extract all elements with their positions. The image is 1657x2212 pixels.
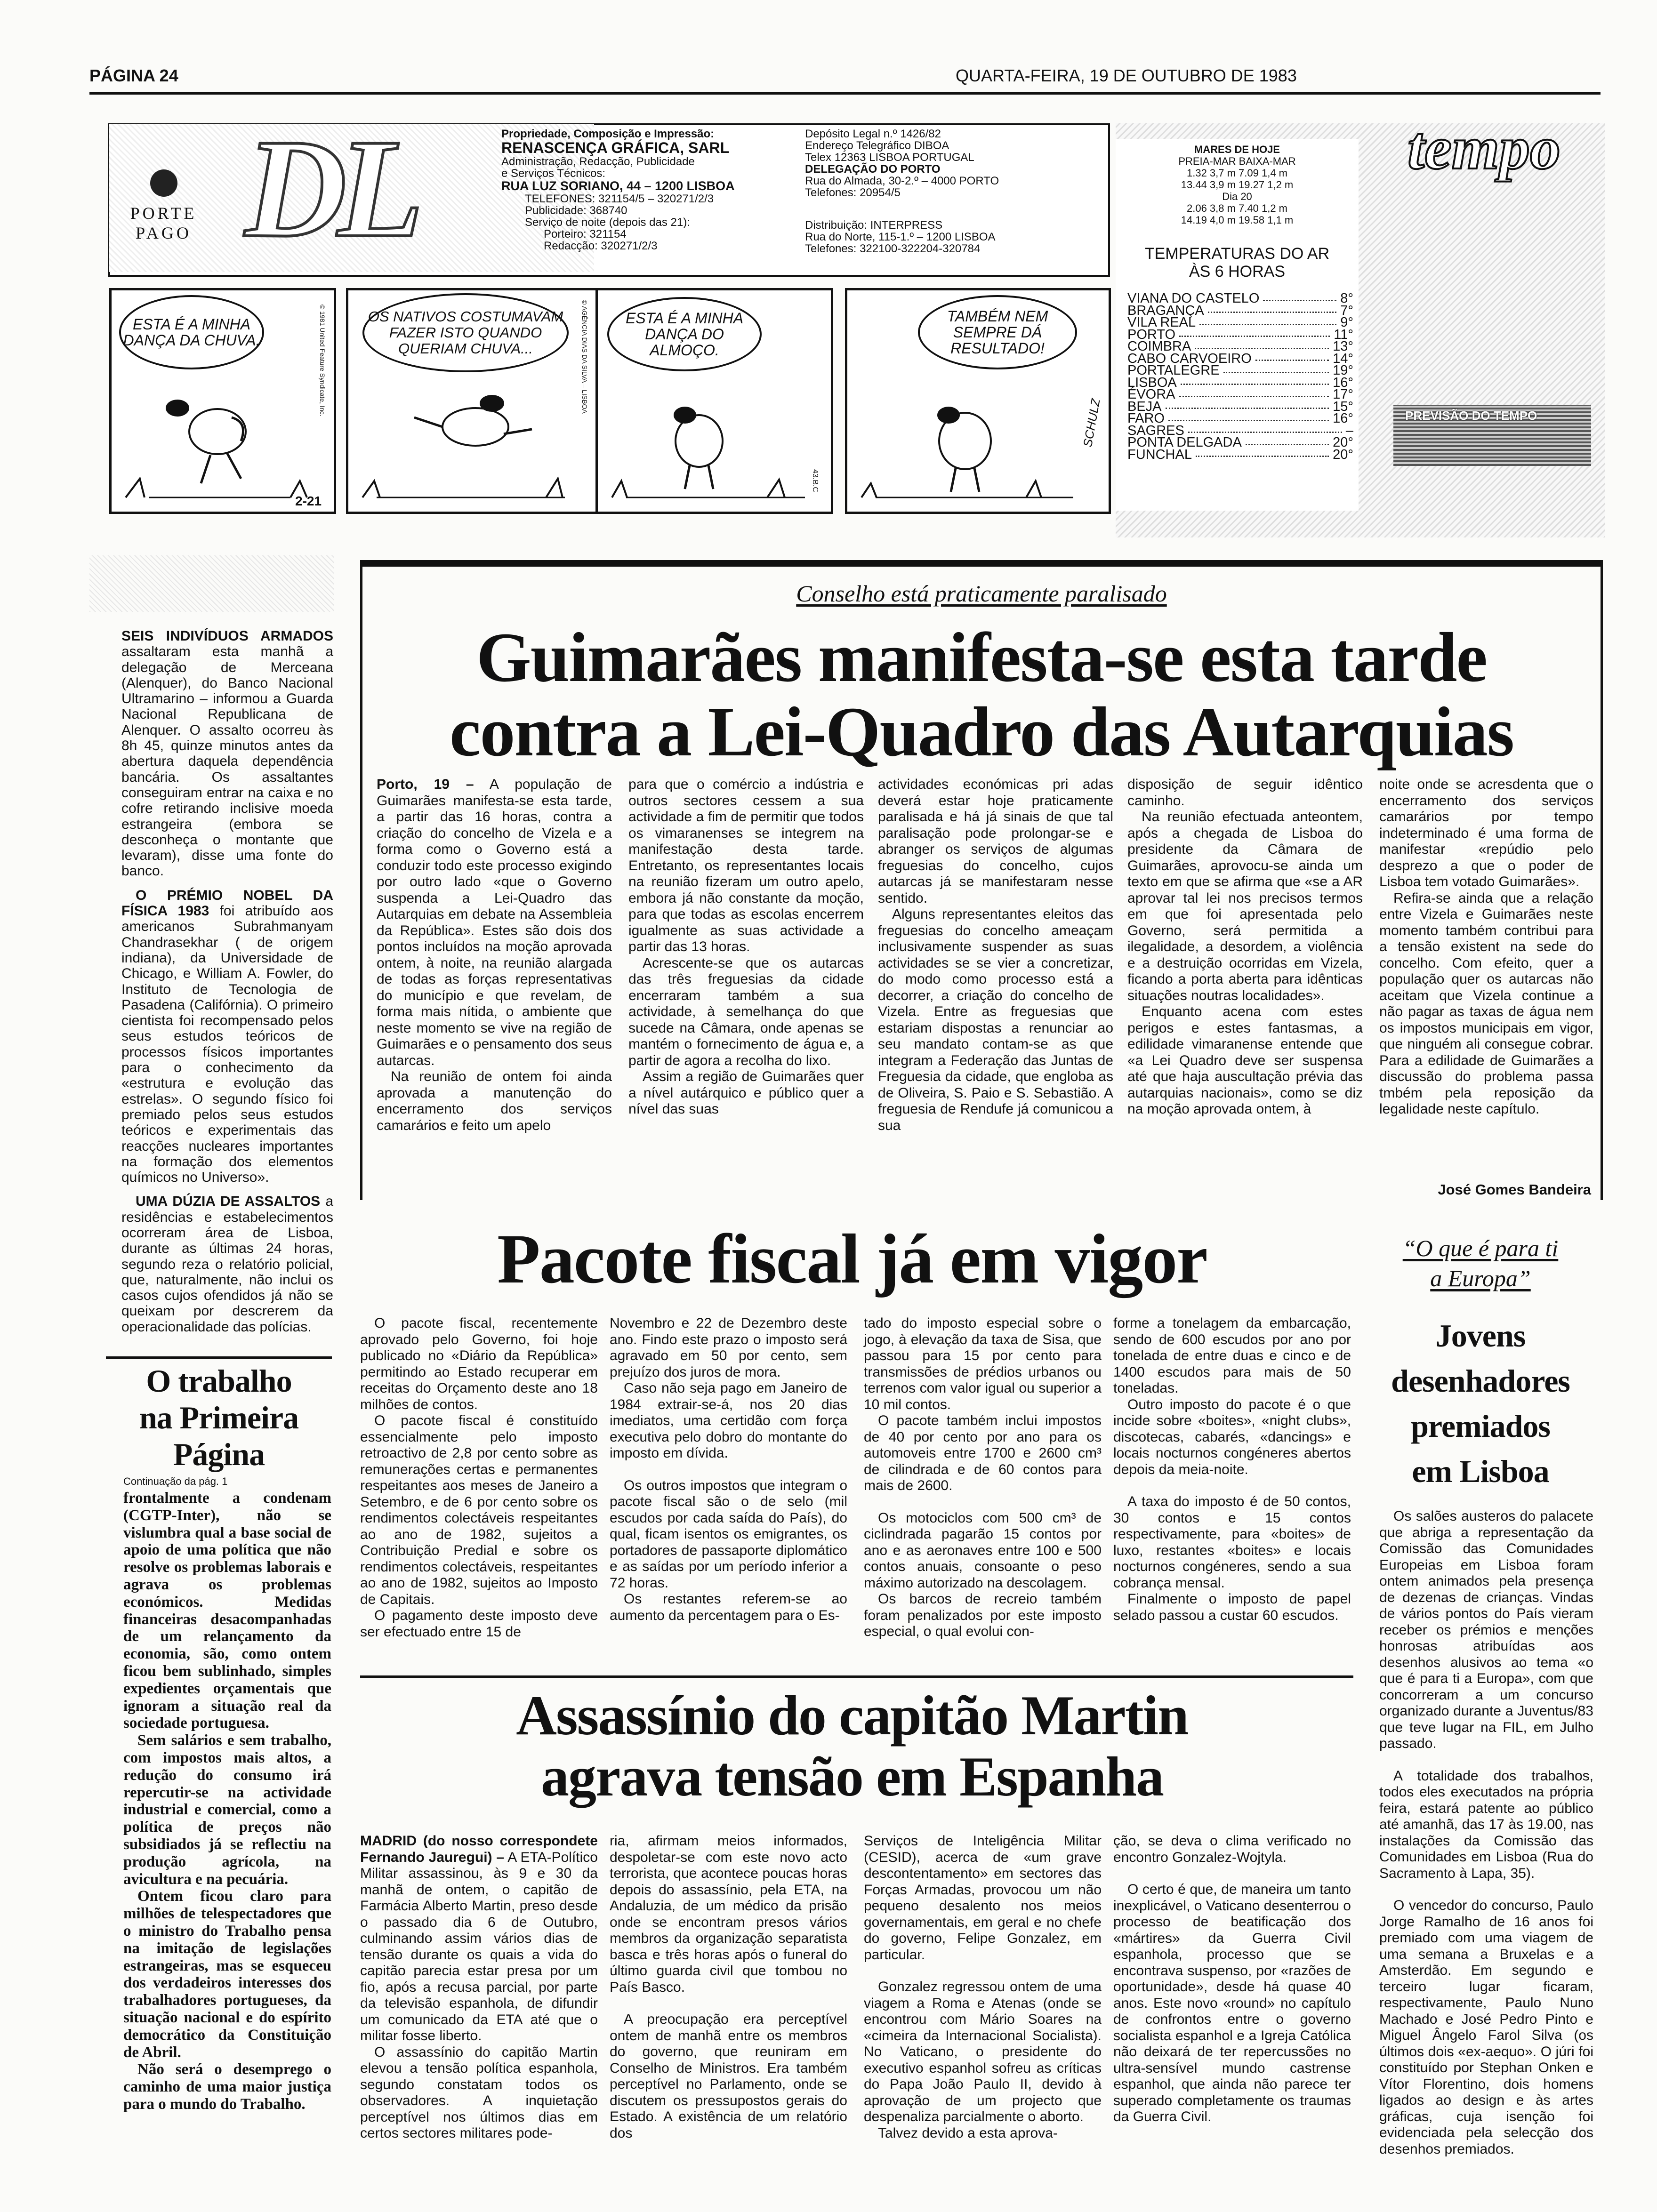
leader-dots: [1255, 353, 1329, 361]
guimaraes-c1b: Na reunião de ontem foi ainda aprovada a manutenção do encerramento dos serviços camarários e feito um apelo: [377, 1069, 612, 1133]
leader-dots: [1181, 377, 1329, 385]
brief-3-text: a residências e estabelecimentos ocorreram área de Lisboa, durante as últimas 24 horas, segundo reza o relatório policial, que, naturalmente, não inclui os casos cujos ofendidos já não se queixam por descrerem da operacionalidade das polícias.: [121, 1194, 333, 1335]
snoopy-dancing-icon: [112, 290, 334, 512]
jovens-title-2: desenhadores: [1391, 1363, 1570, 1399]
tides-table: [1125, 144, 1349, 226]
guimaraes-c4b: Na reunião efectuada anteontem, após a chegada de Lisboa do presidente da Câmara de Guimarães, aprovocu-se ainda um texto em que se afirma que «se a AR aprovar tal lei nos precisos termos em que foi apresentada pelo Governo, será permitida a ilegalidade, a desordem, a violência e a destruição ocorridas em Vizela, ficando a porta aberta para idênticas situações noutras localidades».: [1127, 809, 1363, 1003]
pacote-col-3: [864, 1315, 1102, 1640]
city-temperature: 7°: [1340, 303, 1353, 318]
guimaraes-c4c: Enquanto acena com estes perigos e estes fantasmas, a edilidade vimaranense entende que «a Lei Quadro deve ser suspensa até que haja auscultação prévia das autarquias nacionais», como se diz na moção aprovada ontem, à: [1127, 1004, 1363, 1117]
porto-address: Rua do Almada, 30-2.º – 4000 PORTO: [805, 175, 999, 187]
trabalho-title-2: na Primeira: [139, 1400, 299, 1435]
comic-copyright: © 1981 United Feature Syndicate, Inc.: [319, 305, 326, 417]
comic-agency: © AGÊNCIA DIAS DA SILVA – LISBOA: [581, 300, 588, 414]
city-temperature: 13°: [1333, 339, 1353, 354]
comic-bubble-2: OS NATIVOS COSTUMAVAM FAZER ISTO QUANDO QUERIAM CHUVA...: [362, 293, 569, 372]
trabalho-p1: frontalmente a condenam (CGTP-Inter), não se vislumbra qual a base social de apoio de uma política que não resolve os problemas laborais e agrava os problemas económicos. Medidas financeiras desacompanhadas de um relançamento da economia, são, como ontem ficou bem sublinhado, simples expedientes orçamentais que ignoram a situação real da sociedade portuguesa.: [123, 1490, 331, 1732]
martin-col-3: [864, 1833, 1102, 2141]
guimaraes-c2: para que o comércio a indústria e outros sectores cessem a sua actividade a fim de permitir que todos os vimaranenses se integrem na manifestação desta tarde. Entretanto, os representantes locais na reunião fizeram um outro apelo, embora já não constante da moção, para que todas as escolas encerrem igualmente as suas actividade a partir das 13 horas.: [628, 777, 864, 954]
guimaraes-dateline: Porto, 19 –: [377, 777, 474, 792]
city-name: PORTALEGRE: [1127, 363, 1220, 378]
jovens-kicker: [1363, 1233, 1598, 1293]
tides-sub: PREIA-MAR BAIXA-MAR: [1178, 155, 1296, 167]
pacote-c2d: Os restantes referem-se ao aumento da percentagem para o Es-: [610, 1591, 847, 1623]
city-temperature: 19°: [1333, 363, 1353, 378]
city-name: SAGRES: [1127, 423, 1184, 438]
comic-panel-2: [346, 288, 598, 514]
dl-logo: DL: [245, 110, 414, 266]
porto-phones: Telefones: 20954/5: [805, 186, 901, 199]
snoopy-tired-icon: [847, 290, 1109, 512]
pacote-headline: Pacote fiscal já em vigor: [497, 1220, 1207, 1298]
tides-title: MARES DE HOJE: [1194, 144, 1280, 155]
city-temperature: 15°: [1333, 399, 1353, 414]
martin-col-2: [610, 1833, 847, 2141]
trabalho-p2: Sem salários e sem trabalho, com impostos mais altos, a redução do consumo irá repercutir-se na actividade industrial e comercial, como a política de preços não subsidiados já se reflectiu na produção agrícola, na avicultura e na pecuária.: [123, 1732, 331, 1888]
city-name: BRAGANÇA: [1127, 303, 1204, 318]
telex-line: Telex 12363 LISBOA PORTUGAL: [805, 151, 974, 164]
jovens-headline: [1363, 1313, 1598, 1494]
distrib-line: Distribuição: INTERPRESS: [805, 219, 943, 232]
guimaraes-right-rule: [1601, 560, 1603, 1200]
pacote-c1b: O pacote fiscal é constituído essencialmente pelo imposto retroactivo de 2,8 por cento sobre as remunerações certas e permanentes respeitantes aos meses de Janeiro a Setembro, e de 6 por cento sobre os rendimentos colectáveis respeitantes ao ano de 1982, sujeitos a Contribuição Predial e sobre os rendimentos colectáveis, respeitantes ao ano de 1982, sujeitos ao Imposto de Capitais.: [360, 1413, 598, 1607]
pacote-c2c: Os outros impostos que integram o pacote fiscal são o de selo (mil escudos por cada saída do País), do qual, ficam isentos os emigrantes, os portadores de passaporte diplomático e as saídas por um período inferior a 72 horas.: [610, 1477, 847, 1591]
brief-1-text: assaltaram esta manhã a delegação de Merceana (Alenquer), do Banco Nacional Ultramarino – informou a Guarda Nacional Republicana de Alenquer. O assalto ocorreu às 8h 45, quinze minutos antes da abertura daquela dependência bancária. Os assaltantes conseguiram entrar na caixa e no cofre retirando inclisive moeda estrangeira (embora se desconheça o montante que levaram), disse uma fonte do banco.: [121, 644, 333, 879]
pacote-c1c: O pagamento deste imposto deve ser efectuado entre 15 de: [360, 1608, 598, 1640]
city-temperature: –: [1345, 423, 1353, 438]
guimaraes-headline-1: Guimarães manifesta-se esta tarde: [476, 618, 1487, 697]
jovens-kicker-1: “O que é para ti: [1402, 1235, 1559, 1261]
city-temperature: 9°: [1340, 315, 1353, 330]
martin-headline-1: Assassínio do capitão Martin: [516, 1684, 1188, 1747]
guimaraes-c2b: Acrescente-se que os autarcas das três freguesias da cidade encerraram também a sua actividade, à semelhança do que sucede na Câmara, onde apenas se mantém o fornecimento de água e, a partir de agora a recolha do lixo.: [628, 955, 864, 1068]
guimaraes-kicker: Conselho está praticamente paralisado: [796, 580, 1167, 607]
martin-c2: ria, afirmam meios informados, despoletar-se com este novo acto terrorista, que acontece poucas horas depois do assassínio, pela ETA, na Andaluzia, de um médico da prisão onde se encontram presos vários membros da organização separatista basca e três horas após o funeral do último guarda civil que tombou no País Basco.: [610, 1833, 847, 1995]
redaccao-line: Redacção: 320271/2/3: [544, 240, 658, 252]
pacote-c4b: Outro imposto do pacote é o que incide sobre «boites», «night clubs», discotecas, cabarés, «dancings» e locais nocturnos congéneres abertos depois da meia-noite.: [1113, 1396, 1351, 1477]
tide-row: 1.32 3,7 m 7.09 1,4 m: [1186, 167, 1288, 179]
city-temperature: 16°: [1333, 411, 1353, 426]
pacote-bottom-rule: [360, 1675, 1353, 1678]
city-name: VIANA DO CASTELO: [1127, 291, 1260, 306]
guimaraes-c4: disposição de seguir idêntico caminho.: [1127, 777, 1363, 809]
pacote-c4: forme a tonelagem da embarcação, sendo de 600 escudos por ano por tonelada de entre duas e cinco e de 1400 escudos para mais de 50 toneladas.: [1113, 1315, 1351, 1396]
jovens-p3: O vencedor do concurso, Paulo Jorge Ramalho de 16 anos foi premiado com uma viagem de uma semana a Bruxelas e a Amsterdão. Em segundo e terceiro lugar ficaram, respectivamente, Paulo Nuno Machado e José Pedro Pinto e Miguel Ângelo Farol Silva (os últimos dois «ex-aequo». O júri foi constituído por Stephan Onken e Vítor Florentino, dois homens ligados ao design e às artes gráficas, cuja isenção foi evidenciada pela selecção dos desenhos premiados.: [1379, 1898, 1593, 2157]
jovens-body: [1379, 1508, 1593, 2157]
guimaraes-col-4: [1127, 777, 1363, 1118]
pacote-c2: Novembro e 22 de Dezembro deste ano. Findo este prazo o imposto será agravado em 50 por cento, sem prejuízo dos juros de mora.: [610, 1315, 847, 1380]
city-name: FARO: [1127, 411, 1165, 426]
comic-bubble-3: ESTA É A MINHA DANÇA DO ALMOÇO.: [607, 297, 762, 371]
admin-line: Administração, Redacção, Publicidade: [501, 155, 695, 168]
guimaraes-c3: actividades económicas pri adas deverá estar hoje praticamente paralisada e há já sinais de que tal paralisação pode prolongar-se e abranger os serviços de algumas freguesias do concelho, cujos autarcas já se manifestaram nesse sentido.: [878, 777, 1113, 906]
guimaraes-headline-2: contra a Lei-Quadro das Autarquias: [449, 693, 1514, 771]
porto-title: DELEGAÇÃO DO PORTO: [805, 163, 941, 176]
guimaraes-c1: A população de Guimarães manifesta-se esta tarde, a partir das 16 horas, contra a criação do concelho de Vizela e a forma como o Governo está a conduzir todo este processo exigindo por outro lado «que o Governo suspenda a Lei-Quadro das Autarquias em debate na Assembleia da República». Estes são dois dos pontos incluídos na moção aprovada ontem, à noite, na reunião alargada de todas as forças representativas do município e que revelam, de forma mais nítida, o ambiente que neste momento se vive na região de Guimarães e o pensamento dos seus autarcas.: [377, 777, 612, 1068]
comic-code: 43.B.C: [811, 469, 819, 492]
martin-col-4: [1113, 1833, 1351, 2125]
tide-day: Dia 20: [1222, 191, 1252, 202]
pacote-c3d: Os barcos de recreio também foram penalizados por este imposto especial, o qual evolui con-: [864, 1591, 1102, 1639]
snoopy-standing-icon: [598, 290, 831, 512]
city-temperature: 11°: [1334, 327, 1353, 342]
city-name: FUNCHAL: [1127, 447, 1192, 462]
leader-dots: [1223, 365, 1329, 373]
martin-c3b: Gonzalez regressou ontem de uma viagem a Roma e Atenas (onde se encontrou com Mário Soares na «cimeira da Internacional Socialista). No Vaticano, o presidente do executivo espanhol sofreu as críticas do Papa João Paulo II, devido à aprovação de um projecto que despenaliza parcialmente o aborto.: [864, 1979, 1102, 2124]
trabalho-body: [123, 1490, 331, 2113]
jovens-title-1: Jovens: [1435, 1318, 1526, 1354]
comic-panel-1: [109, 288, 336, 514]
leader-dots: [1179, 389, 1329, 397]
leader-dots: [1168, 413, 1329, 421]
pacote-c1: O pacote fiscal, recentemente aprovado pelo Governo, foi hoje publicado no «Diário da República» permitindo ao Estado recuperar em receitas do Orçamento deste ano 18 milhões de contos.: [360, 1315, 598, 1412]
comic-bubble-4: TAMBÉM NEM SEMPRE DÁ RESULTADO!: [918, 295, 1077, 369]
porte-pago-stamp: [118, 132, 209, 268]
trabalho-title-1: O trabalho: [146, 1363, 292, 1399]
temperature-heading: [1125, 245, 1349, 281]
guimaraes-c5b: Refira-se ainda que a relação entre Vizela e Guimarães neste momento também contribui para a tensão existent na sede do concelho. Com efeito, quer a população quer os autarcas não aceitam que Vizela continue a não pagar as taxas de água nem os impostos municipais em vigor, que ninguém ali consegue cobrar. Para a edilidade de Guimarães a discussão do problema passa tmbém pela reposição da legalidade neste capítulo.: [1379, 890, 1593, 1117]
martin-c2b: A preocupação era perceptível ontem de manhã entre os membros do governo, que reuniram em Conselho de Ministros. Era também perceptível no Parlamento, onde se discutem os pressupostos gerais do Estado. A existência de um relatório dos: [610, 2012, 847, 2141]
leader-dots: [1196, 449, 1329, 457]
trabalho-p4: Não será o desemprego o caminho de uma maior justiça para o mundo do Trabalho.: [123, 2061, 331, 2113]
guimaraes-col-2: [628, 777, 864, 1118]
pago-label: PAGO: [136, 224, 192, 242]
address-line: RUA LUZ SORIANO, 44 – 1200 LISBOA: [501, 179, 735, 193]
city-temperature: 16°: [1333, 375, 1353, 390]
deposito-line: Depósito Legal n.º 1426/82: [805, 128, 941, 140]
martin-c1b: O assassínio do capitão Martin elevou a tensão política espanhola, segundo constatam todos os observadores. A inquietação perceptível nos últimos dias em certos sectores militares pode-: [360, 2044, 598, 2141]
snoopy-leaping-icon: [348, 290, 595, 512]
pacote-col-2: [610, 1315, 847, 1624]
distrib-address: Rua do Norte, 115-1.º – 1200 LISBOA: [805, 231, 996, 243]
guimaraes-c2c: Assim a região de Guimarães quer a nível autárquico e público quer a nível das suas: [628, 1069, 864, 1117]
trabalho-title-3: Página: [173, 1436, 265, 1472]
leader-dots: [1208, 305, 1337, 313]
city-temperature: 17°: [1333, 387, 1353, 402]
guimaraes-col-5: [1379, 777, 1593, 1118]
temp-title: TEMPERATURAS DO AR: [1144, 245, 1330, 263]
publicity-line: Publicidade: 368740: [525, 204, 627, 217]
comic-panel-3: [595, 288, 833, 514]
porteiro-line: Porteiro: 321154: [544, 228, 627, 240]
trabalho-headline: [106, 1362, 332, 1473]
pacote-c2b: Caso não seja pago em Janeiro de 1984 extrair-se-á, nos 20 dias imediatos, uma certidão com força executiva pelo dobro do montante do imposto em dívida.: [610, 1380, 847, 1461]
services-line: e Serviços Técnicos:: [501, 167, 605, 180]
city-temperature: 8°: [1340, 291, 1353, 306]
guimaraes-col-1: [377, 777, 612, 1134]
martin-c4b: O certo é que, de maneira um tanto inexplicável, o Vaticano desenterrou o processo de beatificação dos «mártires» da Guerra Civil espanhola, processo que se encontrava suspenso, por «razões de oportunidade», desde há quase 40 anos. Este novo «round» no capítulo de confrontos entre o governo socialista espanhol e a Igreja Católica não deixará de ter repercussões no ultra-sensível mundo castrense espanhol, que ainda não parece ter superado completamente os traumas da Guerra Civil.: [1113, 1882, 1351, 2124]
martin-c4: ção, se deva o clima verificado no encontro Gonzalez-Wojtyla.: [1113, 1833, 1351, 1865]
header-rule: [89, 92, 1601, 95]
city-name: VILA REAL: [1127, 315, 1196, 330]
guimaraes-c3b: Alguns representantes eleitos das freguesias do concelho ameaçam inclusivamente suspender as suas actividades se se vier a concretizar, do modo como processo está a decorrer, a criação do concelho de Vizela. Entre as freguesias que estariam dispostas a renunciar ao seu mandato contam-se as que integram a Federação das Juntas de Freguesia da cidade, que engloba as de Oliveira, S. Paio e S. Sebastião. A freguesia de Rendufe já comunicou a sua: [878, 906, 1113, 1133]
porte-label: PORTE: [130, 204, 197, 223]
trabalho-continuation: Continuação da pág. 1: [123, 1475, 228, 1487]
pacote-c4c: A taxa do imposto é de 50 contos, 30 contos e 15 contos respectivamente, para «boites» de luxo, restantes «boites» e locais nocturnos congéneres, sendo a sua cobrança mensal.: [1113, 1494, 1351, 1591]
tide-row: 13.44 3,9 m 19.27 1,2 m: [1181, 179, 1294, 191]
city-temperature: 20°: [1333, 435, 1353, 450]
forecast-title: PREVISÃO DO TEMPO: [1405, 409, 1537, 423]
tide-row: 14.19 4,0 m 19.58 1,1 m: [1181, 214, 1294, 226]
guimaraes-byline: José Gomes Bandeira: [1438, 1181, 1591, 1198]
jovens-p1: Os salões austeros do palacete que abriga a representação da Comissão das Comunidades Europeias em Lisboa foram ontem animados pela presença de dezenas de crianças. Vindas de vários pontos do País vieram receber os prémios e menções honrosas atribuídas aos desenhos alusivos ao tema «o que é para ti a Europa», com que concorreram a um concurso organizado durante a Juventus/83 que teve lugar na FIL, em Julho passado.: [1379, 1508, 1593, 1751]
martin-c3c: Talvez devido a esta aprova-: [878, 2125, 1058, 2141]
briefs-column: [121, 628, 333, 1335]
leader-dots: [1246, 437, 1329, 445]
briefs-top-texture: [89, 555, 334, 612]
page-label: PÁGINA 24: [89, 66, 178, 85]
tempo-brand: tempo: [1408, 114, 1560, 182]
comic-date-code: 2-21: [295, 494, 322, 508]
brief-2-lead: O PRÉMIO NOBEL DA FÍSICA 1983: [121, 887, 333, 919]
leader-dots: [1188, 425, 1342, 433]
distrib-phones: Telefones: 322100-322204-320784: [805, 242, 981, 255]
guimaraes-top-rule: [360, 560, 1603, 567]
temperature-list: [1127, 293, 1353, 461]
guimaraes-c5: noite onde se acresdenta que o encerramento dos serviços camarários por tempo indeterminado é uma forma de manifestar «repúdio pelo desprezo a que o poder de Lisboa tem votado Guimarães».: [1379, 777, 1593, 890]
comic-signature: SCHULZ: [1080, 397, 1103, 449]
guimaraes-col-3: [878, 777, 1113, 1134]
martin-c3: Serviços de Inteligência Militar (CESID), acerca de «um grave descontentamento» em sectores das Forças Armadas, provocou um não pequeno desalento nos meios governamentais, em geral e no chefe do governo, Felipe Gonzalez, em particular.: [864, 1833, 1102, 1963]
jovens-p2: A totalidade dos trabalhos, todos eles executados na própria feira, estará patente ao público até amanhã, das 17 às 19.00, nas instalações da Comissão das Comunidades em Lisboa (Rua do Sacramento à Lapa, 35).: [1379, 1768, 1593, 1881]
pacote-col-4: [1113, 1315, 1351, 1624]
jovens-title-3: premiados: [1411, 1408, 1550, 1444]
pacote-col-1: [360, 1315, 598, 1640]
leader-dots: [1179, 329, 1330, 337]
martin-headline-2: agrava tensão em Espanha: [540, 1745, 1164, 1808]
city-name: LISBOA: [1127, 375, 1177, 390]
city-name: BEJA: [1127, 399, 1162, 414]
porte-pago-emblem-icon: [150, 169, 177, 197]
pacote-c3b: O pacote também inclui impostos de 40 por cento por ano para os automoveis entre 1700 e 2600 cm³ de cilindrada e de 60 contos para mais de 2600.: [864, 1413, 1102, 1493]
endereco-line: Endereço Telegráfico DIBOA: [805, 139, 949, 152]
martin-dateline: MADRID (do nosso correspondete Fernando Jauregui) –: [360, 1833, 598, 1865]
comic-panel-4: [845, 288, 1111, 514]
martin-c1: A ETA-Político Militar assassinou, às 9 e 30 da manhã de ontem, o capitão de Farmácia Alberto Martin, preso desde o passado dia 6 de Outubro, culminando assim vários dias de tensão durante os quais a vida do capitão parecia estar presa por um fio, após a recusa parcial, por parte da televisão espanhola, de difundir um comunicado da ETA até que o militar fosse liberto.: [360, 1849, 598, 2044]
jovens-kicker-2: a Europa”: [1430, 1265, 1531, 1291]
leader-dots: [1166, 401, 1329, 409]
prop-title: Propriedade, Composição e Impressão:: [501, 128, 715, 140]
city-name: PONTA DELGADA: [1127, 435, 1242, 450]
leader-dots: [1195, 341, 1329, 349]
martin-col-1: [360, 1833, 598, 2142]
pacote-c3: tado do imposto especial sobre o jogo, à elevação da taxa de Sisa, que passou para 15 por cento para transmissões de prédios urbanos ou terrenos com valor igual ou superior a 10 mil contos.: [864, 1315, 1102, 1412]
city-name: CABO CARVOEIRO: [1127, 351, 1252, 366]
city-name: PORTO: [1127, 327, 1176, 342]
city-temperature: 14°: [1333, 351, 1353, 366]
city-temperature: 20°: [1333, 447, 1353, 462]
temp-sub: ÀS 6 HORAS: [1189, 263, 1286, 281]
company-name: RENASCENÇA GRÁFICA, SARL: [501, 139, 730, 156]
temperature-row: [1127, 449, 1353, 461]
page-date: QUARTA-FEIRA, 19 DE OUTUBRO DE 1983: [956, 66, 1297, 85]
leader-dots: [1199, 317, 1336, 325]
jovens-title-4: em Lisboa: [1412, 1453, 1549, 1489]
trabalho-p3: Ontem ficou claro para milhões de telespectadores que o ministro do Trabalho pensa na imitação de legislações estrangeiras, mas se esqueceu dos verdadeiros interesses dos trabalhadores portugueses, da situação nacional e do espírito democrático da Constituição de Abril.: [123, 1888, 331, 2061]
pacote-c3c: Os motociclos com 500 cm³ de ciclindrada pagarão 15 contos por ano e as aeronaves entre 100 e 500 contos anuais, consoante o peso máximo autorizado na descolagem.: [864, 1510, 1102, 1591]
brief-2-text: foi atribuído aos americanos Subrahmanyam Chandrasekhar ( de origem indiana), da Universidade de Chicago, e William A. Fowler, do Instituto de Tecnologia de Pasadena (Califórnia). O primeiro cientista foi recompensado pelos seus estudos teóricos de processos físicos importantes para o conhecimento da «estrutura e evolução das estrelas». O segundo físico foi premiado pelos seus estudos teóricos e experimentais das reacções nucleares importantes na formação dos elementos químicos no Universo».: [121, 903, 333, 1186]
masthead-info-2: [805, 128, 999, 255]
masthead-info-1: [501, 128, 735, 252]
leader-dots: [1263, 293, 1336, 301]
city-name: COIMBRA: [1127, 339, 1191, 354]
pacote-c4d: Finalmente o imposto de papel selado passou a custar 60 escudos.: [1113, 1591, 1351, 1623]
city-name: ÉVORA: [1127, 387, 1175, 402]
phones-line: TELEFONES: 321154/5 – 320271/2/3: [525, 192, 714, 205]
night-line: Serviço de noite (depois das 21):: [525, 216, 690, 229]
comic-bubble-1: ESTA É A MINHA DANÇA DA CHUVA.: [119, 295, 264, 369]
brief-3-lead: UMA DÚZIA DE ASSALTOS: [136, 1194, 321, 1210]
tide-row: 2.06 3,8 m 7.40 1,2 m: [1186, 202, 1288, 214]
briefs-rule: [106, 1356, 332, 1359]
brief-1-lead: SEIS INDIVÍDUOS ARMADOS: [121, 628, 333, 644]
